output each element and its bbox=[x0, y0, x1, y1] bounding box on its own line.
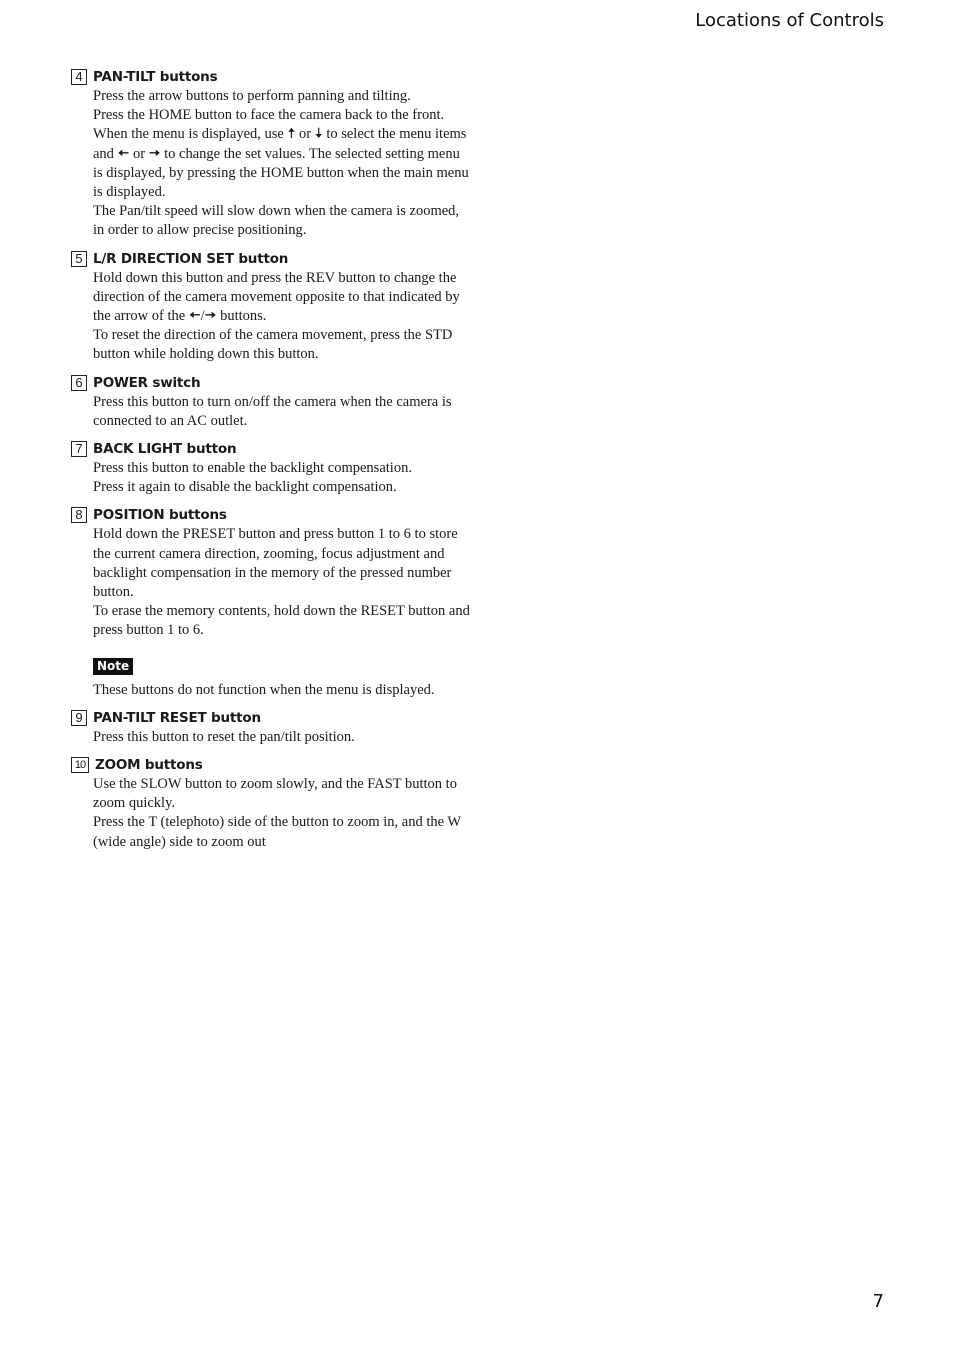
paragraph: To erase the memory contents, hold down the RESET button and press button 1 to 6. bbox=[93, 603, 470, 639]
item-heading bbox=[71, 755, 471, 775]
item-number-badge: 5 bbox=[71, 251, 87, 267]
item-number-badge: 8 bbox=[71, 507, 87, 523]
control-item-lr-direction-set-button bbox=[71, 249, 471, 365]
item-description bbox=[93, 269, 471, 365]
item-title: POSITION buttons bbox=[93, 507, 227, 524]
item-description bbox=[93, 728, 471, 747]
page-header-title: Locations of Controls bbox=[695, 10, 884, 31]
paragraph: Press this button to enable the backlight compensation. bbox=[93, 460, 412, 477]
page-number: 7 bbox=[872, 1291, 884, 1312]
item-title: PAN-TILT RESET button bbox=[93, 709, 261, 726]
paragraph: To reset the direction of the camera movement, press the STD button while holding down this button. bbox=[93, 327, 453, 363]
item-number-badge: 7 bbox=[71, 441, 87, 457]
item-number-badge: 10 bbox=[71, 757, 89, 773]
paragraph: Hold down this button and press the REV button to change the direction of the camera movement opposite to that indicated by the arrow of the 🠄/🠆 buttons. bbox=[93, 269, 460, 325]
note-block bbox=[93, 657, 471, 700]
controls-list bbox=[71, 67, 471, 860]
item-title: ZOOM buttons bbox=[95, 757, 203, 774]
item-description bbox=[93, 459, 471, 497]
item-description bbox=[93, 525, 471, 640]
item-heading bbox=[71, 505, 471, 525]
item-description bbox=[93, 393, 471, 431]
paragraph: When the menu is displayed, use 🠅 or 🠇 to select the menu items and 🠄 or 🠆 to change the set values. The selected setting menu is displayed, by pressing the HOME button when the main menu is displayed. bbox=[93, 126, 469, 201]
paragraph: Press the T (telephoto) side of the button to zoom in, and the W (wide angle) side to zoom out bbox=[93, 814, 461, 850]
item-number-badge: 6 bbox=[71, 375, 87, 391]
paragraph: Use the SLOW button to zoom slowly, and the FAST button to zoom quickly. bbox=[93, 776, 457, 812]
item-heading bbox=[71, 373, 471, 393]
paragraph: Hold down the PRESET button and press button 1 to 6 to store the current camera direction, zooming, focus adjustment and backlight compensation in the memory of the pressed number button. bbox=[93, 526, 458, 601]
item-title: L/R DIRECTION SET button bbox=[93, 250, 289, 267]
item-description bbox=[93, 775, 471, 852]
control-item-pan-tilt-buttons bbox=[71, 67, 471, 241]
item-number-badge: 4 bbox=[71, 69, 87, 85]
item-title: POWER switch bbox=[93, 374, 201, 391]
control-item-position-buttons bbox=[71, 505, 471, 699]
paragraph: Press this button to reset the pan/tilt position. bbox=[93, 728, 355, 745]
item-heading bbox=[71, 708, 471, 728]
note-text: These buttons do not function when the menu is displayed. bbox=[93, 681, 435, 698]
note-label: Note bbox=[93, 658, 133, 675]
item-heading bbox=[71, 249, 471, 269]
item-heading bbox=[71, 439, 471, 459]
item-description bbox=[93, 87, 471, 241]
control-item-power-switch bbox=[71, 373, 471, 431]
control-item-zoom-buttons bbox=[71, 755, 471, 852]
paragraph: Press the arrow buttons to perform panning and tilting. bbox=[93, 88, 411, 104]
item-number-badge: 9 bbox=[71, 710, 87, 726]
item-title: PAN-TILT buttons bbox=[93, 69, 218, 85]
item-heading bbox=[71, 67, 471, 87]
control-item-pan-tilt-reset-button bbox=[71, 708, 471, 747]
paragraph: The Pan/tilt speed will slow down when the camera is zoomed, in order to allow precise positioning. bbox=[93, 203, 460, 239]
paragraph: Press it again to disable the backlight compensation. bbox=[93, 479, 397, 496]
paragraph: Press this button to turn on/off the camera when the camera is connected to an AC outlet. bbox=[93, 393, 452, 429]
paragraph: Press the HOME button to face the camera back to the front. bbox=[93, 107, 445, 124]
control-item-back-light-button bbox=[71, 439, 471, 497]
item-title: BACK LIGHT button bbox=[93, 441, 237, 458]
